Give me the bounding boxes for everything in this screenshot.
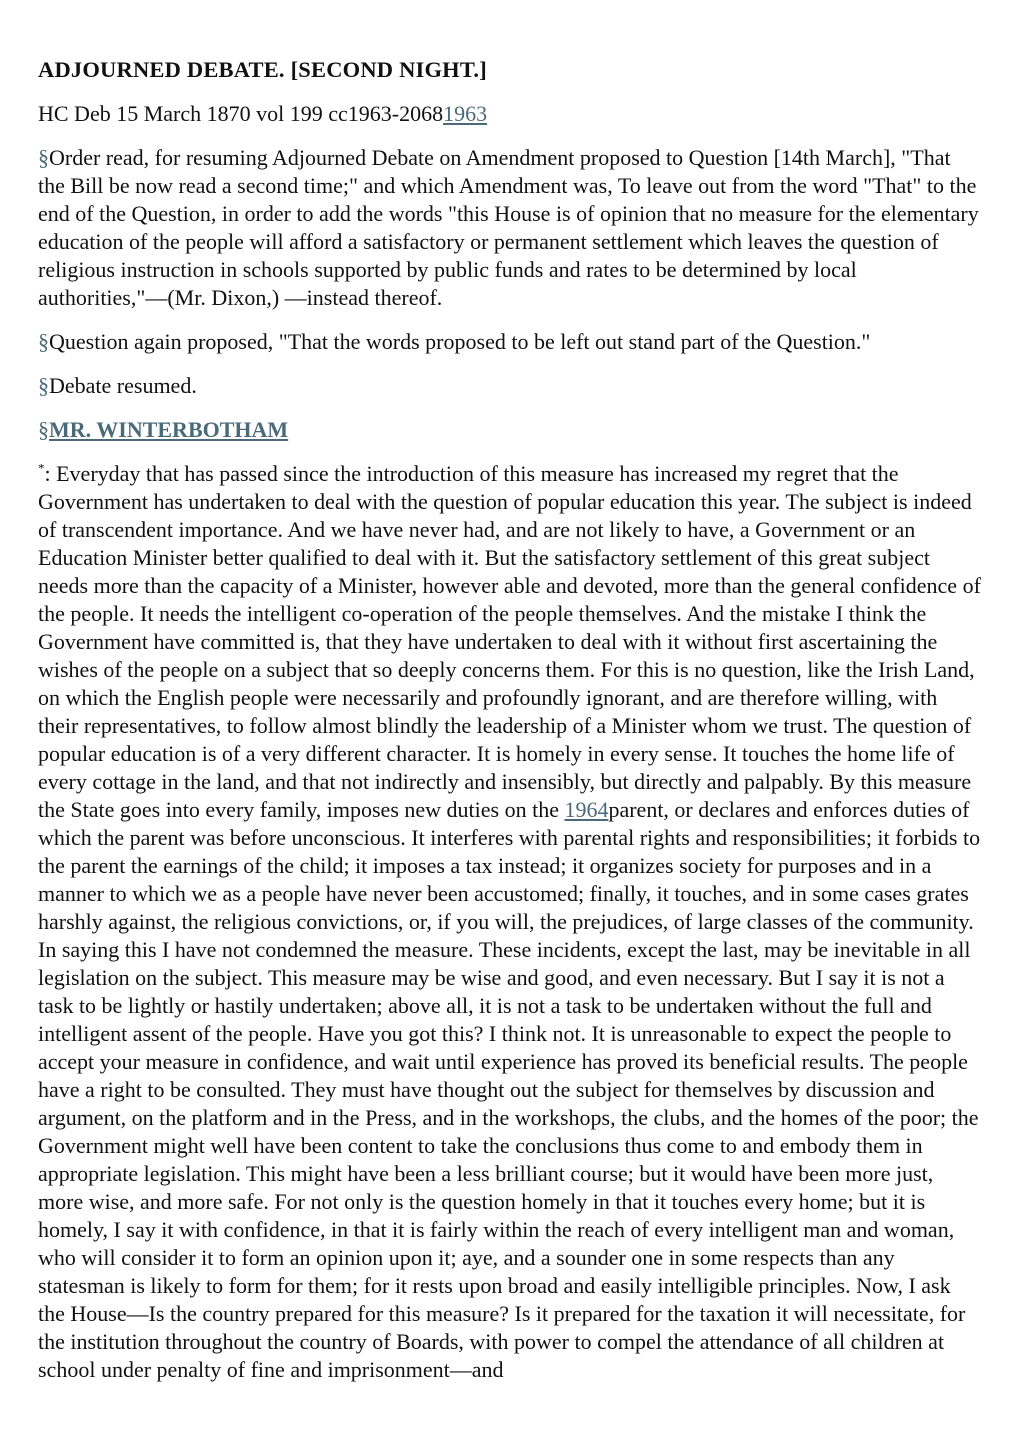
section-link[interactable]: §: [38, 145, 49, 170]
speech-text-2: parent, or declares and enforces duties of which the parent was before unconscious. It interferes with parental rights and responsibilities; it forbids to the parent the earnings of the child; it imposes a tax instead; it organizes society for purposes and in a manner to which we as a people have never been accustomed; finally, it touches, and in some cases grates harshly against, the religious convictions, or, if you will, the prejudices, of large classes of the community. In saying this I have not condemned the measure. These incidents, except the last, may be inevitable in all legislation on the subject. This measure may be wise and good, and even necessary. But I say it is not a task to be lightly or hastily undertaken; above all, it is not a task to be undertaken without the full and intelligent assent of the people. Have you got this? I think not. It is unreasonable to expect the people to accept your measure in confidence, and wait until experience has proved its beneficial results. The people have a right to be consulted. They must have thought out the subject for themselves by discussion and argument, on the platform and in the Press, and in the workshops, the clubs, and the homes of the poor; the Government might well have been content to take the conclusions thus come to and embody them in appropriate legislation. This might have been a less brilliant course; but it would have been more just, more wise, and more safe. For not only is the question homely in that it touches every home; but it is homely, I say it with confidence, in that it is fairly within the reach of every intelligent man and woman, who will consider it to form an opinion upon it; aye, and a sounder one in some respects than any statesman is likely to form for them; for it rests upon broad and easily intelligible principles. Now, I ask the House—Is the country prepared for this measure? Is it prepared for the taxation it will necessitate, for the institution throughout the country of Boards, with power to compel the attendance of all children at school under penalty of fine and imprisonment—and: [38, 797, 981, 1382]
column-link-1963[interactable]: 1963: [443, 101, 488, 126]
speaker-heading: [38, 416, 982, 444]
question-paragraph: [38, 328, 982, 356]
question-text: Question again proposed, "That the words proposed to be left out stand part of the Question.": [49, 329, 871, 354]
section-link[interactable]: §: [38, 373, 49, 398]
column-link-1964[interactable]: 1964: [564, 797, 609, 822]
page-title: ADJOURNED DEBATE. [SECOND NIGHT.]: [38, 57, 487, 82]
speech-paragraph: [38, 460, 982, 1384]
citation-text: HC Deb 15 March 1870 vol 199 cc1963-2068: [38, 101, 444, 126]
speech-marker: *: [38, 460, 45, 476]
order-paragraph: [38, 144, 982, 312]
debate-text: Debate resumed.: [49, 373, 197, 398]
citation: [38, 100, 982, 128]
speaker-link[interactable]: MR. WINTERBOTHAM: [49, 417, 289, 442]
section-link[interactable]: §: [38, 329, 49, 354]
section-link[interactable]: §: [38, 417, 49, 442]
order-text: Order read, for resuming Adjourned Debate on Amendment proposed to Question [14th March], "That the Bill be now read a second time;" and which Amendment was, To leave out from the word "That" to the end of the Question, in order to add the words "this House is of opinion that no measure for the elementary education of the people will afford a satisfactory or permanent settlement which leaves the question of religious instruction in schools supported by public funds and rates to be determined by local authorities,"—(Mr. Dixon,) —instead thereof.: [38, 145, 979, 310]
debate-paragraph: [38, 372, 982, 400]
speech-text-1: : Everyday that has passed since the introduction of this measure has increased my regret that the Government has undertaken to deal with the question of popular education this year. The subject is indeed of transcendent importance. And we have never had, and are not likely to have, a Government or an Education Minister better qualified to deal with it. But the satisfactory settlement of this great subject needs more than the capacity of a Minister, however able and devoted, more than the general confidence of the people. It needs the intelligent co-operation of the people themselves. And the mistake I think the Government have committed is, that they have undertaken to deal with it without first ascertaining the wishes of the people on a subject that so deeply concerns them. For this is no question, like the Irish Land, on which the English people were necessarily and profoundly ignorant, and are therefore willing, with their representatives, to follow almost blindly the leadership of a Minister whom we trust. The question of popular education is of a very different character. It is homely in every sense. It touches the home life of every cottage in the land, and that not indirectly and insensibly, but directly and palpably. By this measure the State goes into every family, imposes new duties on the: [38, 461, 981, 822]
